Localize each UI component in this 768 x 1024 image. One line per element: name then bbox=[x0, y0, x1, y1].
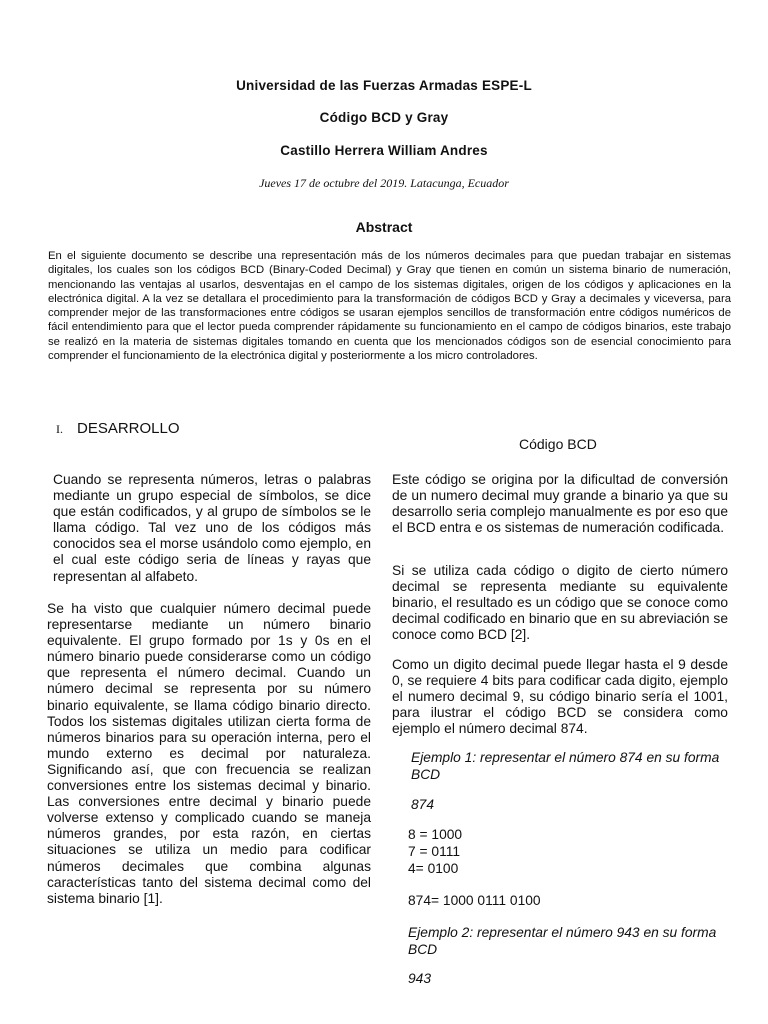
document-title: Código BCD y Gray bbox=[319, 110, 449, 125]
example-2-number: 943 bbox=[408, 971, 432, 986]
author-name: Castillo Herrera William Andres bbox=[280, 143, 488, 158]
example-1-line: 8 = 1000 bbox=[408, 827, 463, 842]
left-paragraph-2 bbox=[47, 601, 371, 907]
example-2-title: Ejemplo 2: representar el número 943 en su forma BCD bbox=[408, 925, 717, 957]
left-paragraph-2-text: Se ha visto que cualquier número decimal puede representarse mediante un número binario equivalente. El grupo formado por 1s y 0s en el número binario puede considerarse como un código que representa el número decimal. Cuando un número decimal se representa por su número binario equivalente, se llama código binario directo. Todos los sistemas digitales utilizan cierta forma de números binarios para su operación interna, pero el mundo externo es decimal por naturaleza. Significando así, que con frecuencia se realizan conversiones entre los sistemas decimal y binario. Las conversiones entre decimal y binario puede volverse extenso y complicado cuando se maneja números grandes, por esta razón, en ciertas situaciones se utiliza un medio para codificar números decimales que combina algunas características tanto del sistema decimal como del sistema binario [1]. bbox=[47, 601, 371, 906]
subsection-heading: Código BCD bbox=[519, 436, 597, 452]
right-paragraph-1 bbox=[392, 472, 728, 536]
left-paragraph-1 bbox=[53, 472, 371, 585]
example-1-title: Ejemplo 1: representar el número 874 en su forma BCD bbox=[411, 750, 720, 782]
abstract-body: En el siguiente documento se describe una representación más de los números decimales para que puedan trabajar en sistemas digitales, los cuales son los códigos BCD (Binary-Coded Decimal) y Gray que tienen en común un sistema binario de numeración, mencionando las ventajas al usarlos, desventajas en el campo de los sistemas digitales, origen de los códigos y aplicaciones en la electrónica digital. A la vez se detallara el procedimiento para la transformación de códigos BCD y Gray a decimales y viceversa, para comprender mejor de las transformaciones entre códigos se usaran ejemplos sencillos de transformación entre códigos numéricos de fácil entendimiento para que el lector pueda comprender rápidamente su funcionamiento en el campo de códigos binarios, este trabajo se realizó en la materia de sistemas digitales tomando en cuenta que los mencionados códigos son de esencial conocimiento para comprender el funcionamiento de la electrónica digital y posteriormente a los micro controladores. bbox=[48, 250, 731, 363]
example-1-number: 874 bbox=[411, 797, 435, 812]
example-1-line: 4= 0100 bbox=[408, 861, 459, 876]
institution-name: Universidad de las Fuerzas Armadas ESPE-L bbox=[236, 78, 532, 93]
example-1-result: 874= 1000 0111 0100 bbox=[408, 893, 541, 908]
date-place: Jueves 17 de octubre del 2019. Latacunga, Ecuador bbox=[259, 176, 509, 190]
section-heading bbox=[56, 420, 180, 437]
section-title: DESARROLLO bbox=[77, 420, 180, 437]
example-1-line: 7 = 0111 bbox=[408, 844, 461, 859]
abstract-heading: Abstract bbox=[355, 219, 413, 235]
left-paragraph-1-text: Cuando se representa números, letras o palabras mediante un grupo especial de símbolos, se dice que están codificados, y al grupo de símbolos se le llama código. Tal vez uno de los códigos más conocidos sea el morse usándolo como ejemplo, en el cual este código seria de líneas y rayas que representan al alfabeto. bbox=[53, 472, 371, 584]
right-paragraph-3 bbox=[392, 657, 728, 737]
section-number: I. bbox=[56, 422, 63, 436]
right-paragraph-2 bbox=[392, 563, 728, 643]
right-paragraph-3-text: Como un digito decimal puede llegar hasta el 9 desde 0, se requiere 4 bits para codificar cada digito, ejemplo el numero decimal 9, su código binario sería el 1001, para ilustrar el código BCD se considera como ejemplo el número decimal 874. bbox=[392, 657, 728, 737]
right-paragraph-1-text: Este código se origina por la dificultad de conversión de un numero decimal muy grande a binario ya que su desarrollo seria complejo manualmente es por eso que el BCD entra e os sistemas de numeración codificada. bbox=[392, 472, 728, 536]
right-paragraph-2-text: Si se utiliza cada código o digito de cierto número decimal se representa mediante su equivalente binario, el resultado es un código que se conoce como decimal codificado en binario que en su abreviación se conoce como BCD [2]. bbox=[392, 563, 728, 643]
